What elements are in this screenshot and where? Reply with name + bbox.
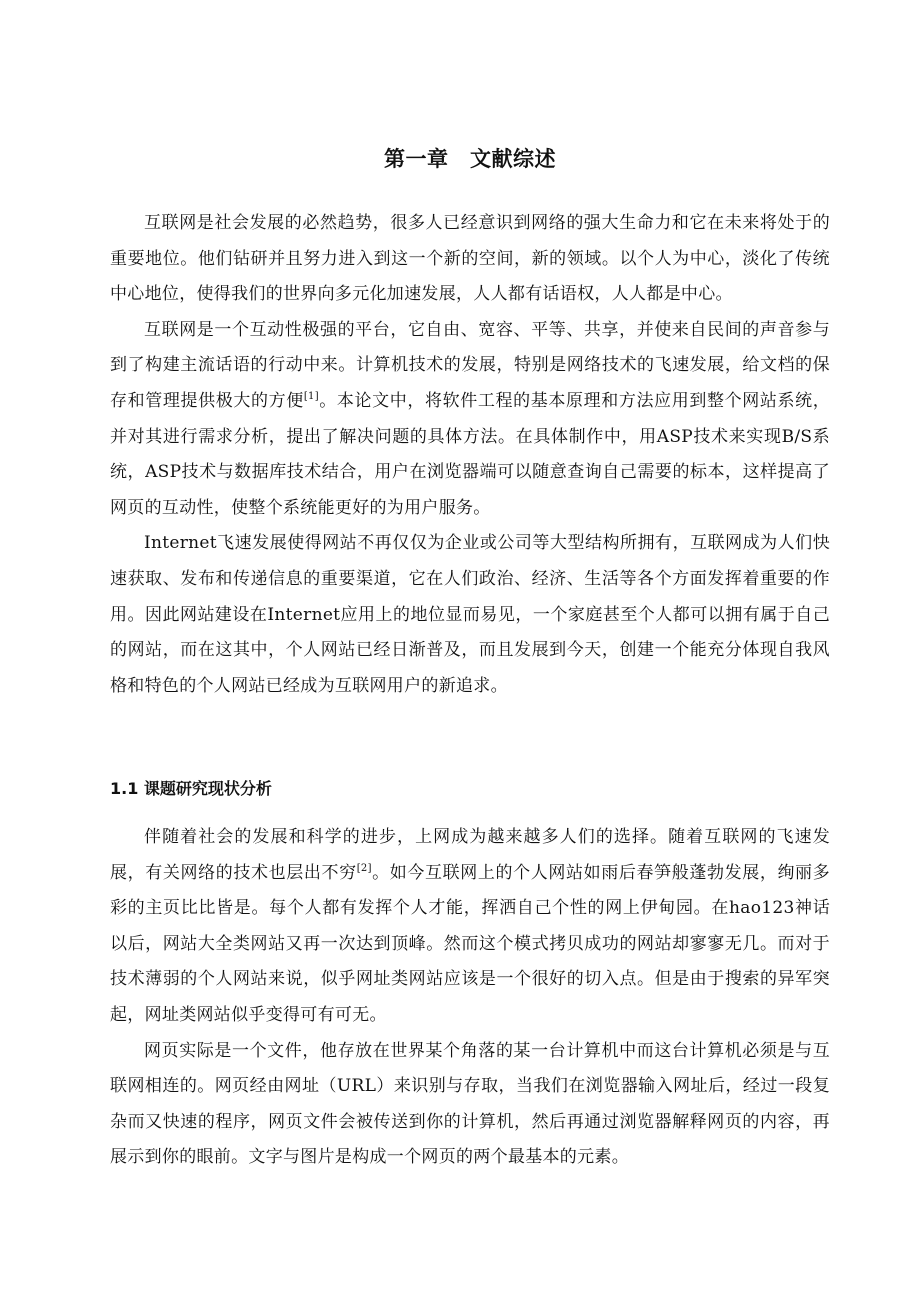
paragraph-text: 伴随着社会的发展和科学的进步，上网成为越来越多人们的选择。随着互联网的飞速发展，有关网络的技术也层出不穷 xyxy=(110,827,830,883)
section-heading: 1.1 课题研究现状分析 xyxy=(110,779,272,798)
paragraph: 互联网是社会发展的必然趋势，很多人已经意识到网络的强大生命力和它在未来将处于的重要地位。他们钻研并且努力进入到这一个新的空间，新的领域。以个人为中心，淡化了传统中心地位，使得我们的世界向多元化加速发展，人人都有话语权，人人都是中心。 xyxy=(110,213,830,305)
section-body xyxy=(110,820,830,1176)
intro-section xyxy=(110,206,830,704)
paragraph: 网页实际是一个文件，他存放在世界某个角落的某一台计算机中而这台计算机必须是与互联网相连的。网页经由网址（URL）来识别与存取，当我们在浏览器输入网址后，经过一段复杂而又快速的程序，网页文件会被传送到你的计算机，然后再通过浏览器解释网页的内容，再展示到你的眼前。文字与图片是构成一个网页的两个最基本的元素。 xyxy=(110,1040,830,1168)
paragraph-text: 互联网是一个互动性极强的平台，它自由、宽容、平等、共享，并使来自民间的声音参与到了构建主流话语的行动中来。计算机技术的发展，特别是网络技术的飞速发展，给文档的保存和管理提供极大的方便 xyxy=(110,319,830,411)
paragraph-text: 。本论文中，将软件工程的基本原理和方法应用到整个网站系统，并对其进行需求分析，提出了解决问题的具体方法。在具体制作中，用ASP技术来实现B/S系统，ASP技术与数据库技术结合，用户在浏览器端可以随意查询自己需要的标本，这样提高了网页的互动性，使整个系统能更好的为用户服务。 xyxy=(110,390,830,518)
citation-marker[interactable]: [2] xyxy=(356,862,372,874)
paragraph xyxy=(110,313,830,527)
paragraph: Internet飞速发展使得网站不再仅仅为企业或公司等大型结构所拥有，互联网成为人们快速获取、发布和传递信息的重要渠道，它在人们政治、经济、生活等各个方面发挥着重要的作用。因此网站建设在Internet应用上的地位显而易见，一个家庭甚至个人都可以拥有属于自己的网站，而在这其中，个人网站已经日渐普及，而且发展到今天，创建一个能充分体现自我风格和特色的个人网站已经成为互联网用户的新追求。 xyxy=(110,533,830,696)
paragraph xyxy=(110,820,830,1034)
chapter-title: 第一章 文献综述 xyxy=(384,147,556,171)
paragraph-text: 。如今互联网上的个人网站如雨后春笋般蓬勃发展，绚丽多彩的主页比比皆是。每个人都有发挥个人才能，挥洒自己个性的网上伊甸园。在hao123神话以后，网站大全类网站又再一次达到顶峰。然而这个模式拷贝成功的网站却寥寥无几。而对于技术薄弱的个人网站来说，似乎网址类网站应该是一个很好的切入点。但是由于搜索的异军突起，网址类网站似乎变得可有可无。 xyxy=(110,862,830,1025)
citation-marker[interactable]: [1] xyxy=(303,390,319,402)
